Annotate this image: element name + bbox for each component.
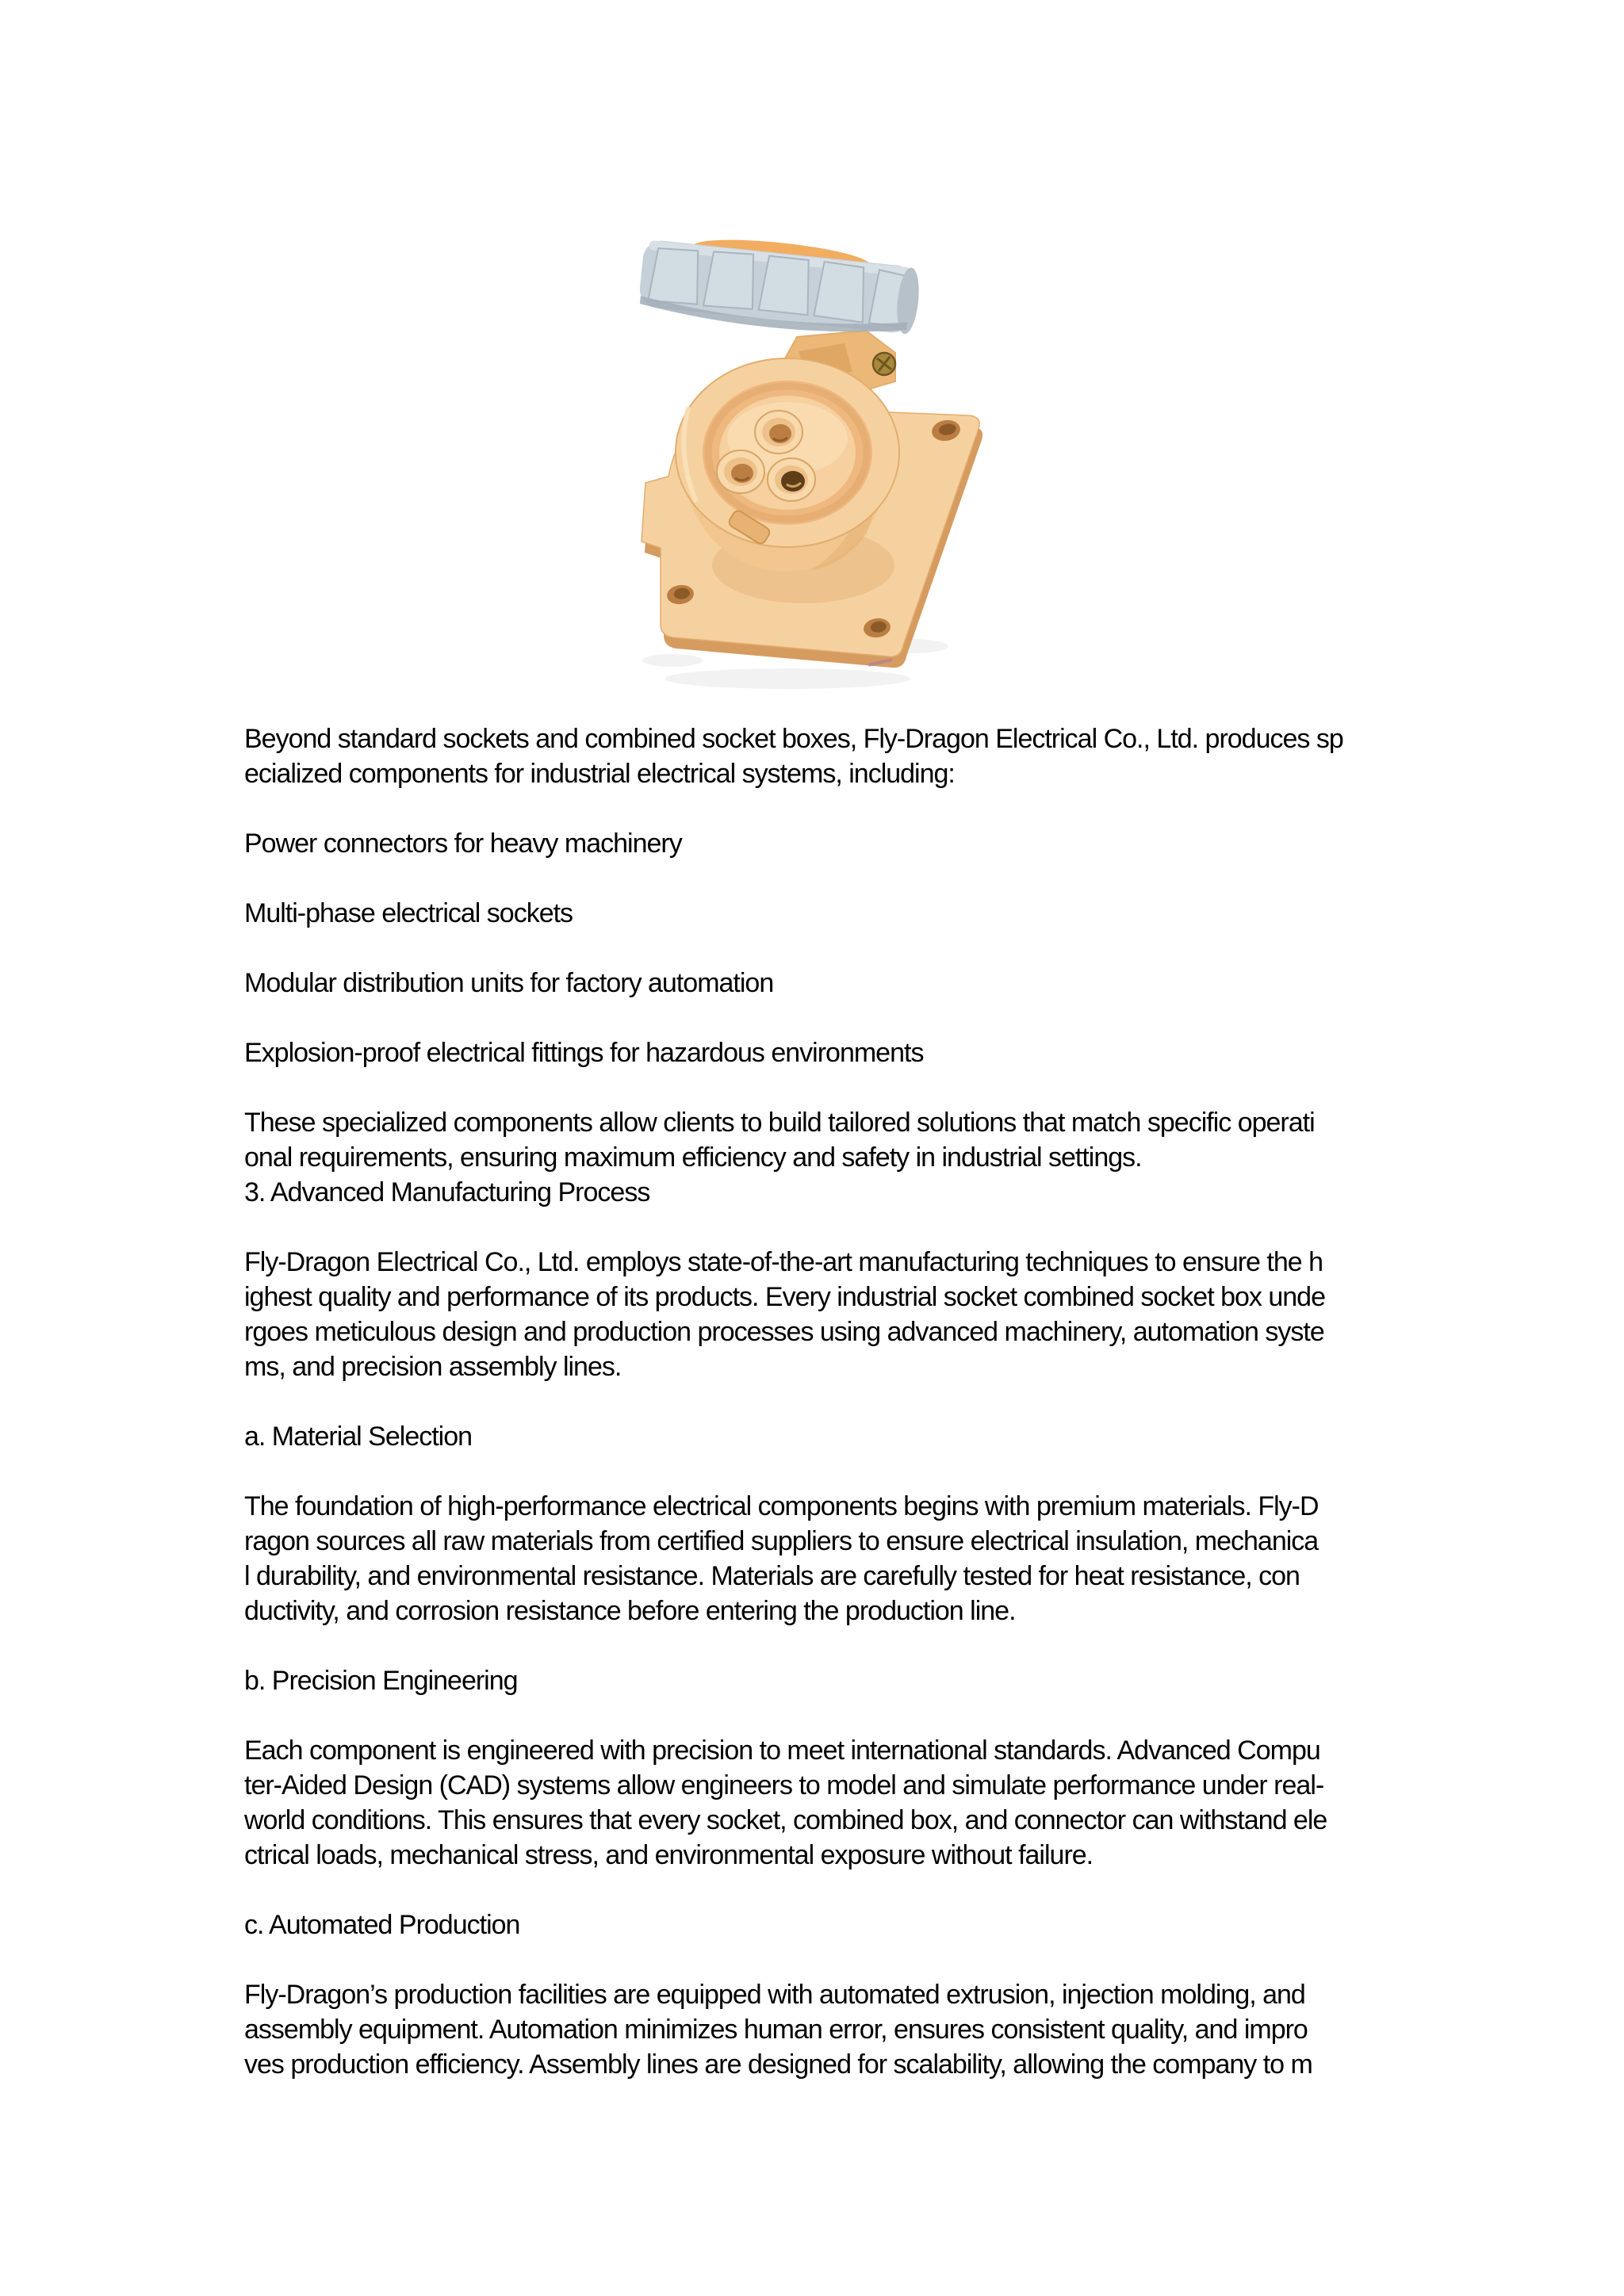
paragraph-manufacturing: Fly-Dragon Electrical Co., Ltd. employs state-of-the-art manufacturing techniques to ensure the h ighest quality and performance of its products. Every industrial socket combined socket box unde rgoes meticulous design and production processes using advanced machinery, automation syste ms, and precision assembly lines. [244, 1247, 1325, 1382]
paragraph-precision-engineering: Each component is engineered with precision to meet international standards. Advanced Compu ter-Aided Design (CAD) systems allow engineers to model and simulate performance under real- world conditions. This ensures that every socket, combined box, and connector can withstand ele ctrical loads, mechanical stress, and environmental exposure without failure. [244, 1735, 1327, 1870]
list-item-modular-units: Modular distribution units for factory automation [244, 968, 774, 998]
pin-hole-left [717, 450, 764, 493]
list-item-multi-phase: Multi-phase electrical sockets [244, 898, 573, 928]
heading-automated-production: c. Automated Production [244, 1910, 520, 1940]
paragraph-specialized-and-heading-3: These specialized components allow clients to build tailored solutions that match specific operati onal requirements, ensuring maximum efficiency and safety in industrial settings. 3. Advanced Manufacturing Process [244, 1108, 1315, 1207]
paragraph-intro: Beyond standard sockets and combined socket boxes, Fly-Dragon Electrical Co., Ltd. produces sp ecialized components for industrial electrical systems, including: [244, 724, 1343, 789]
heading-precision-engineering: b. Precision Engineering [244, 1666, 518, 1696]
pin-hole-top [755, 411, 802, 453]
hinge-screw [873, 353, 895, 375]
product-image [629, 232, 1002, 700]
paragraph-automated-production: Fly-Dragon’s production facilities are equipped with automated extrusion, injection molding, and assembly equipment. Automation minimizes human error, ensures consistent quality, and impro ves production efficiency. Assembly lines are designed for scalability, allowing the company to m [244, 1980, 1312, 2080]
paragraph-material-selection: The foundation of high-performance electrical components begins with premium materials. Fly-D ragon sources all raw materials from certified suppliers to ensure electrical insulation, mechanica l durability, and environmental resistance. Materials are carefully tested for heat resistance, con ductivity, and corrosion resistance before entering the production line. [244, 1491, 1319, 1626]
pin-hole-bottom [768, 458, 815, 501]
screw-cap [637, 232, 922, 342]
list-item-explosion-proof: Explosion-proof electrical fittings for hazardous environments [244, 1038, 924, 1068]
document-body [244, 721, 1402, 2117]
heading-material-selection: a. Material Selection [244, 1422, 473, 1452]
list-item-power-connectors: Power connectors for heavy machinery [244, 828, 682, 859]
product-photo [629, 232, 1002, 700]
socket-face [676, 358, 899, 547]
